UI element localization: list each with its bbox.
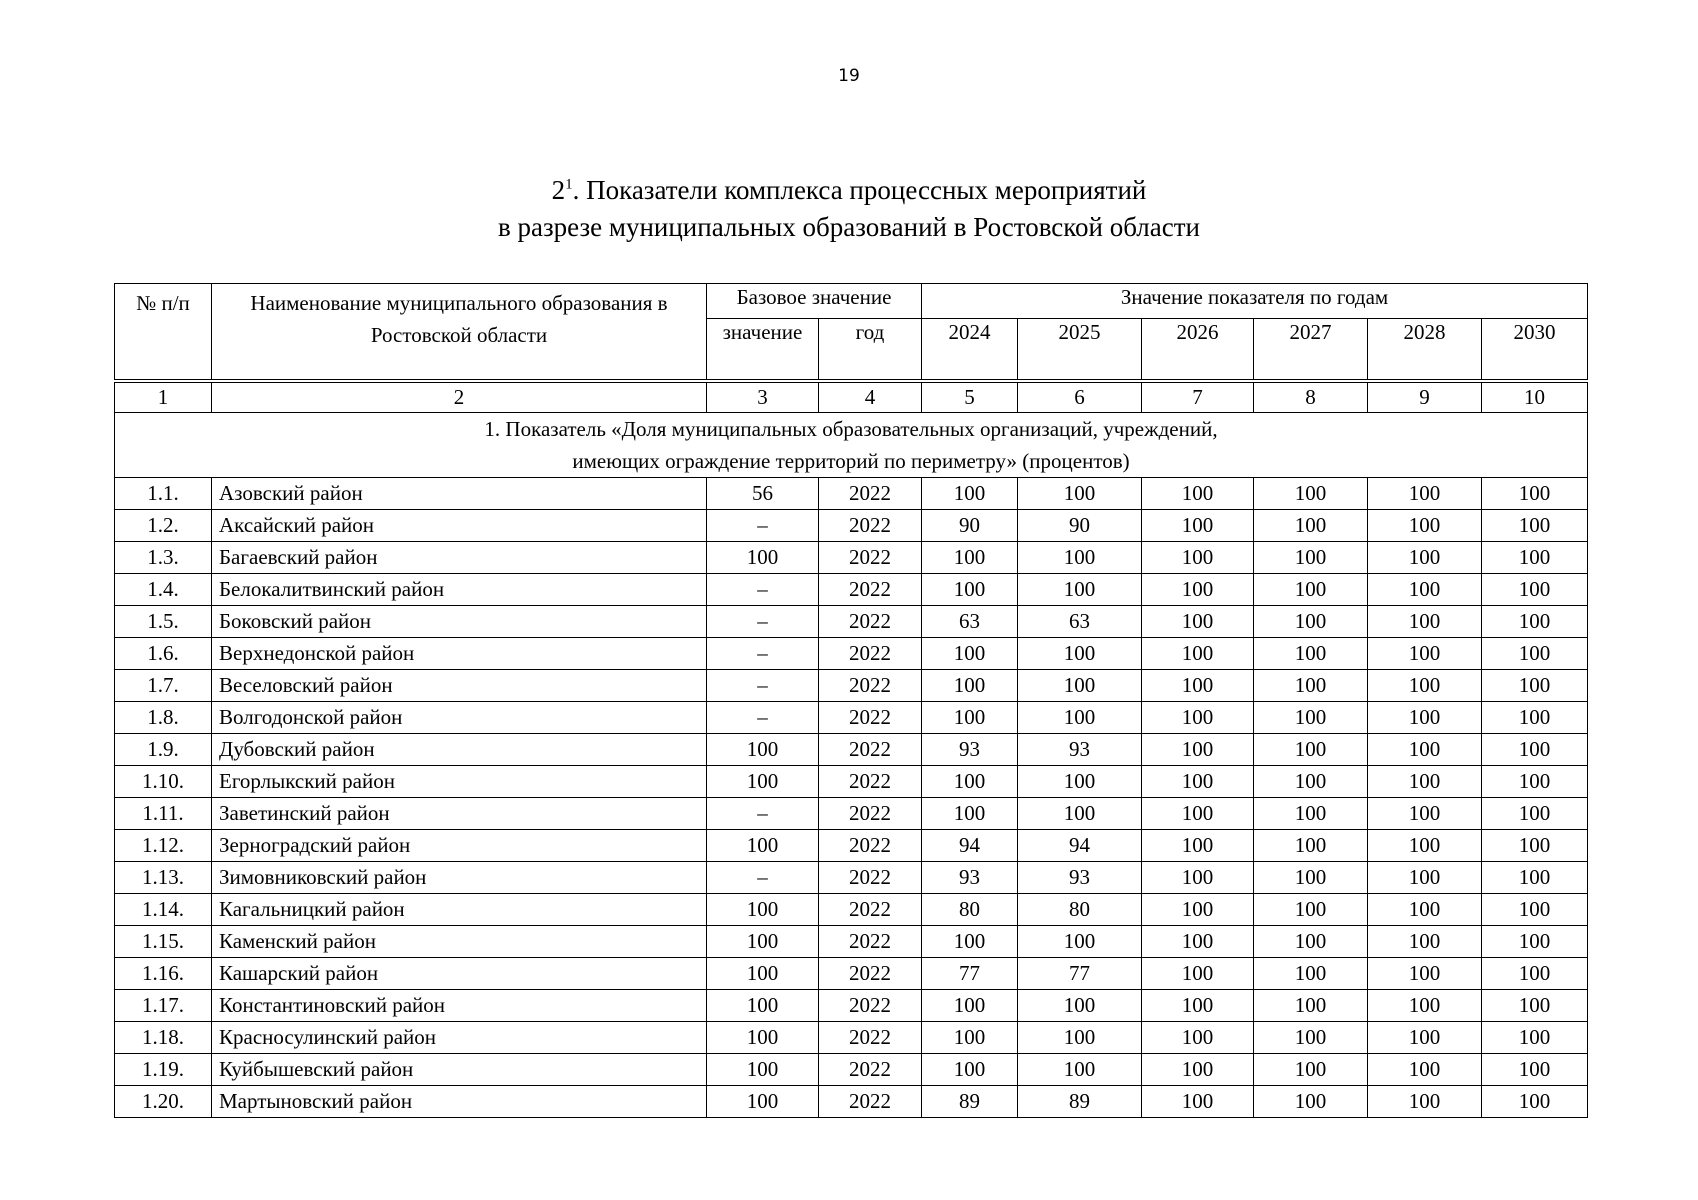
row-number: 1.16. bbox=[115, 957, 212, 989]
year-value: 100 bbox=[1368, 669, 1482, 701]
year-value: 100 bbox=[1142, 1053, 1254, 1085]
year-value: 100 bbox=[1254, 1021, 1368, 1053]
district-name: Каменский район bbox=[212, 925, 707, 957]
year-value: 100 bbox=[1482, 925, 1588, 957]
year-value: 100 bbox=[1018, 637, 1142, 669]
year-value: 100 bbox=[1254, 605, 1368, 637]
base-year: 2022 bbox=[819, 861, 922, 893]
row-number: 1.8. bbox=[115, 701, 212, 733]
district-name: Зимовниковский район bbox=[212, 861, 707, 893]
base-year: 2022 bbox=[819, 637, 922, 669]
year-value: 89 bbox=[922, 1085, 1018, 1117]
base-value: 100 bbox=[707, 829, 819, 861]
year-value: 100 bbox=[1142, 541, 1254, 573]
year-value: 100 bbox=[1142, 989, 1254, 1021]
row-number: 1.12. bbox=[115, 829, 212, 861]
year-value: 100 bbox=[1142, 605, 1254, 637]
year-value: 90 bbox=[922, 509, 1018, 541]
table-row bbox=[115, 989, 1588, 1021]
base-value: 100 bbox=[707, 733, 819, 765]
year-value: 100 bbox=[1142, 1021, 1254, 1053]
district-name: Аксайский район bbox=[212, 509, 707, 541]
base-year: 2022 bbox=[819, 957, 922, 989]
district-name: Дубовский район bbox=[212, 733, 707, 765]
section-title bbox=[115, 412, 1588, 477]
title-line-1 bbox=[0, 172, 1698, 209]
district-name: Белокалитвинский район bbox=[212, 573, 707, 605]
base-year: 2022 bbox=[819, 733, 922, 765]
year-value: 100 bbox=[1482, 861, 1588, 893]
header-year: 2024 bbox=[922, 319, 1018, 381]
district-name: Константиновский район bbox=[212, 989, 707, 1021]
row-number: 1.6. bbox=[115, 637, 212, 669]
row-number: 1.15. bbox=[115, 925, 212, 957]
row-number: 1.13. bbox=[115, 861, 212, 893]
base-value: – bbox=[707, 669, 819, 701]
year-value: 100 bbox=[1254, 797, 1368, 829]
year-value: 100 bbox=[922, 989, 1018, 1021]
year-value: 80 bbox=[922, 893, 1018, 925]
table-row bbox=[115, 957, 1588, 989]
base-year: 2022 bbox=[819, 509, 922, 541]
row-number: 1.7. bbox=[115, 669, 212, 701]
year-value: 100 bbox=[1368, 573, 1482, 605]
year-value: 100 bbox=[1254, 861, 1368, 893]
year-value: 100 bbox=[1018, 765, 1142, 797]
year-value: 100 bbox=[1018, 797, 1142, 829]
year-value: 63 bbox=[1018, 605, 1142, 637]
table-row bbox=[115, 765, 1588, 797]
base-year: 2022 bbox=[819, 1053, 922, 1085]
year-value: 100 bbox=[1142, 477, 1254, 509]
district-name: Кашарский район bbox=[212, 957, 707, 989]
base-year: 2022 bbox=[819, 989, 922, 1021]
year-value: 100 bbox=[1018, 477, 1142, 509]
district-name: Боковский район bbox=[212, 605, 707, 637]
year-value: 94 bbox=[922, 829, 1018, 861]
row-number: 1.9. bbox=[115, 733, 212, 765]
year-value: 100 bbox=[1482, 893, 1588, 925]
base-value: 100 bbox=[707, 765, 819, 797]
year-value: 100 bbox=[1142, 765, 1254, 797]
column-number: 3 bbox=[707, 381, 819, 413]
year-value: 77 bbox=[922, 957, 1018, 989]
column-number: 5 bbox=[922, 381, 1018, 413]
row-number: 1.5. bbox=[115, 605, 212, 637]
year-value: 100 bbox=[1482, 829, 1588, 861]
year-value: 100 bbox=[1142, 1085, 1254, 1117]
year-value: 100 bbox=[1142, 893, 1254, 925]
base-value: 100 bbox=[707, 989, 819, 1021]
year-value: 100 bbox=[1368, 797, 1482, 829]
table-row bbox=[115, 573, 1588, 605]
year-value: 100 bbox=[1368, 1053, 1482, 1085]
year-value: 100 bbox=[1254, 829, 1368, 861]
year-value: 90 bbox=[1018, 509, 1142, 541]
year-value: 100 bbox=[1368, 701, 1482, 733]
base-year: 2022 bbox=[819, 1021, 922, 1053]
year-value: 100 bbox=[1254, 893, 1368, 925]
year-value: 100 bbox=[1368, 541, 1482, 573]
row-number: 1.19. bbox=[115, 1053, 212, 1085]
year-value: 100 bbox=[922, 701, 1018, 733]
year-value: 100 bbox=[1254, 541, 1368, 573]
year-value: 100 bbox=[1254, 477, 1368, 509]
year-value: 100 bbox=[1142, 829, 1254, 861]
table-row bbox=[115, 829, 1588, 861]
year-value: 100 bbox=[922, 925, 1018, 957]
year-value: 100 bbox=[922, 541, 1018, 573]
year-value: 100 bbox=[1482, 509, 1588, 541]
year-value: 100 bbox=[922, 765, 1018, 797]
year-value: 100 bbox=[1368, 925, 1482, 957]
base-year: 2022 bbox=[819, 797, 922, 829]
base-year: 2022 bbox=[819, 893, 922, 925]
base-year: 2022 bbox=[819, 1085, 922, 1117]
district-name: Волгодонской район bbox=[212, 701, 707, 733]
year-value: 100 bbox=[1018, 573, 1142, 605]
base-value: – bbox=[707, 605, 819, 637]
row-number: 1.4. bbox=[115, 573, 212, 605]
year-value: 100 bbox=[1368, 733, 1482, 765]
year-value: 100 bbox=[1254, 765, 1368, 797]
table-row bbox=[115, 733, 1588, 765]
year-value: 93 bbox=[1018, 733, 1142, 765]
table-row bbox=[115, 605, 1588, 637]
year-value: 100 bbox=[1018, 1053, 1142, 1085]
header-base-value: значение bbox=[707, 319, 819, 381]
year-value: 100 bbox=[1482, 1053, 1588, 1085]
base-year: 2022 bbox=[819, 669, 922, 701]
year-value: 100 bbox=[1142, 957, 1254, 989]
base-value: – bbox=[707, 701, 819, 733]
year-value: 80 bbox=[1018, 893, 1142, 925]
header-year: 2027 bbox=[1254, 319, 1368, 381]
year-value: 100 bbox=[1368, 957, 1482, 989]
indicators-table bbox=[114, 283, 1588, 1118]
row-number: 1.14. bbox=[115, 893, 212, 925]
row-number: 1.10. bbox=[115, 765, 212, 797]
year-value: 77 bbox=[1018, 957, 1142, 989]
year-value: 100 bbox=[1142, 701, 1254, 733]
year-value: 100 bbox=[1142, 797, 1254, 829]
year-value: 100 bbox=[922, 573, 1018, 605]
column-number: 6 bbox=[1018, 381, 1142, 413]
year-value: 100 bbox=[922, 797, 1018, 829]
table-row bbox=[115, 541, 1588, 573]
year-value: 100 bbox=[1368, 861, 1482, 893]
year-value: 100 bbox=[1482, 733, 1588, 765]
year-value: 100 bbox=[1254, 573, 1368, 605]
year-value: 100 bbox=[1142, 573, 1254, 605]
table-row bbox=[115, 1053, 1588, 1085]
row-number: 1.20. bbox=[115, 1085, 212, 1117]
title-superscript: 1 bbox=[565, 176, 573, 193]
district-name: Мартыновский район bbox=[212, 1085, 707, 1117]
base-year: 2022 bbox=[819, 605, 922, 637]
table-row bbox=[115, 701, 1588, 733]
year-value: 100 bbox=[1368, 829, 1482, 861]
year-value: 100 bbox=[922, 1053, 1018, 1085]
table-row bbox=[115, 861, 1588, 893]
base-value: 100 bbox=[707, 541, 819, 573]
section-title-text: 1. Показатель «Доля муниципальных образовательных организаций, учреждений, имеющих ограждение территорий по периметру» (процентов) bbox=[484, 416, 1218, 473]
year-value: 100 bbox=[1482, 541, 1588, 573]
year-value: 100 bbox=[1482, 605, 1588, 637]
year-value: 100 bbox=[1482, 797, 1588, 829]
year-value: 100 bbox=[922, 477, 1018, 509]
base-value: 100 bbox=[707, 1053, 819, 1085]
page-number: 19 bbox=[838, 66, 860, 86]
base-value: 100 bbox=[707, 893, 819, 925]
year-value: 100 bbox=[1368, 765, 1482, 797]
row-number: 1.17. bbox=[115, 989, 212, 1021]
base-value: – bbox=[707, 797, 819, 829]
table-row bbox=[115, 669, 1588, 701]
year-value: 89 bbox=[1018, 1085, 1142, 1117]
header-year: 2030 bbox=[1482, 319, 1588, 381]
base-year: 2022 bbox=[819, 477, 922, 509]
header-year: 2028 bbox=[1368, 319, 1482, 381]
table-row bbox=[115, 477, 1588, 509]
district-name: Багаевский район bbox=[212, 541, 707, 573]
year-value: 100 bbox=[1482, 1021, 1588, 1053]
column-number: 7 bbox=[1142, 381, 1254, 413]
row-number: 1.2. bbox=[115, 509, 212, 541]
year-value: 100 bbox=[1018, 925, 1142, 957]
year-value: 100 bbox=[1018, 989, 1142, 1021]
column-number: 8 bbox=[1254, 381, 1368, 413]
year-value: 100 bbox=[1142, 637, 1254, 669]
district-name: Заветинский район bbox=[212, 797, 707, 829]
year-value: 100 bbox=[1254, 1085, 1368, 1117]
year-value: 100 bbox=[1368, 989, 1482, 1021]
year-value: 100 bbox=[1482, 637, 1588, 669]
district-name: Азовский район bbox=[212, 477, 707, 509]
header-year: 2026 bbox=[1142, 319, 1254, 381]
year-value: 100 bbox=[1142, 861, 1254, 893]
year-value: 100 bbox=[1018, 701, 1142, 733]
district-name: Кагальницкий район bbox=[212, 893, 707, 925]
base-value: – bbox=[707, 509, 819, 541]
district-name: Верхнедонской район bbox=[212, 637, 707, 669]
district-name: Куйбышевский район bbox=[212, 1053, 707, 1085]
year-value: 100 bbox=[1142, 669, 1254, 701]
year-value: 100 bbox=[1368, 509, 1482, 541]
year-value: 100 bbox=[1018, 1021, 1142, 1053]
base-value: 100 bbox=[707, 1085, 819, 1117]
column-number: 1 bbox=[115, 381, 212, 413]
base-value: – bbox=[707, 573, 819, 605]
table-row bbox=[115, 509, 1588, 541]
base-value: 56 bbox=[707, 477, 819, 509]
table-row bbox=[115, 1085, 1588, 1117]
year-value: 100 bbox=[1254, 989, 1368, 1021]
year-value: 100 bbox=[1254, 669, 1368, 701]
section-row bbox=[115, 412, 1588, 477]
table-row bbox=[115, 925, 1588, 957]
base-year: 2022 bbox=[819, 573, 922, 605]
base-year: 2022 bbox=[819, 541, 922, 573]
year-value: 100 bbox=[1018, 541, 1142, 573]
year-value: 100 bbox=[922, 637, 1018, 669]
year-value: 100 bbox=[1482, 765, 1588, 797]
column-number: 9 bbox=[1368, 381, 1482, 413]
year-value: 100 bbox=[1482, 989, 1588, 1021]
year-value: 100 bbox=[1254, 701, 1368, 733]
year-value: 100 bbox=[1254, 957, 1368, 989]
column-number: 4 bbox=[819, 381, 922, 413]
year-value: 100 bbox=[1368, 1085, 1482, 1117]
year-value: 100 bbox=[1254, 925, 1368, 957]
year-value: 100 bbox=[1482, 669, 1588, 701]
year-value: 100 bbox=[922, 1021, 1018, 1053]
header-base-year: год bbox=[819, 319, 922, 381]
year-value: 100 bbox=[1142, 925, 1254, 957]
base-year: 2022 bbox=[819, 701, 922, 733]
column-numbering-row bbox=[115, 381, 1588, 413]
year-value: 93 bbox=[1018, 861, 1142, 893]
base-value: 100 bbox=[707, 925, 819, 957]
title-line-1-text: . Показатели комплекса процессных мероприятий bbox=[572, 175, 1147, 205]
year-value: 100 bbox=[1368, 637, 1482, 669]
title-number: 2 bbox=[551, 175, 566, 205]
title-line-2: в разрезе муниципальных образований в Ростовской области bbox=[498, 212, 1200, 242]
year-value: 93 bbox=[922, 733, 1018, 765]
column-number: 10 bbox=[1482, 381, 1588, 413]
header-year: 2025 bbox=[1018, 319, 1142, 381]
year-value: 94 bbox=[1018, 829, 1142, 861]
table-row bbox=[115, 1021, 1588, 1053]
table-row bbox=[115, 637, 1588, 669]
page-title bbox=[0, 172, 1698, 246]
year-value: 100 bbox=[1254, 733, 1368, 765]
year-value: 100 bbox=[1368, 1021, 1482, 1053]
year-value: 100 bbox=[1142, 509, 1254, 541]
year-value: 100 bbox=[1142, 733, 1254, 765]
year-value: 100 bbox=[1254, 637, 1368, 669]
header-years-group: Значение показателя по годам bbox=[922, 284, 1588, 319]
district-name: Зерноградский район bbox=[212, 829, 707, 861]
year-value: 100 bbox=[1368, 605, 1482, 637]
row-number: 1.18. bbox=[115, 1021, 212, 1053]
district-name: Егорлыкский район bbox=[212, 765, 707, 797]
year-value: 100 bbox=[1482, 1085, 1588, 1117]
table-row bbox=[115, 797, 1588, 829]
header-row-1 bbox=[115, 284, 1588, 319]
year-value: 100 bbox=[1254, 509, 1368, 541]
row-number: 1.11. bbox=[115, 797, 212, 829]
year-value: 100 bbox=[1482, 477, 1588, 509]
year-value: 100 bbox=[1368, 893, 1482, 925]
year-value: 100 bbox=[1018, 669, 1142, 701]
header-name: Наименование муниципального образования в Ростовской области bbox=[212, 284, 707, 381]
base-value: 100 bbox=[707, 1021, 819, 1053]
base-value: 100 bbox=[707, 957, 819, 989]
district-name: Веселовский район bbox=[212, 669, 707, 701]
year-value: 100 bbox=[1254, 1053, 1368, 1085]
year-value: 100 bbox=[1482, 701, 1588, 733]
base-year: 2022 bbox=[819, 765, 922, 797]
year-value: 63 bbox=[922, 605, 1018, 637]
row-number: 1.3. bbox=[115, 541, 212, 573]
year-value: 93 bbox=[922, 861, 1018, 893]
base-year: 2022 bbox=[819, 829, 922, 861]
header-num: № п/п bbox=[115, 284, 212, 381]
year-value: 100 bbox=[1482, 573, 1588, 605]
base-value: – bbox=[707, 637, 819, 669]
year-value: 100 bbox=[922, 669, 1018, 701]
year-value: 100 bbox=[1368, 477, 1482, 509]
base-year: 2022 bbox=[819, 925, 922, 957]
column-number: 2 bbox=[212, 381, 707, 413]
base-value: – bbox=[707, 861, 819, 893]
year-value: 100 bbox=[1482, 957, 1588, 989]
header-base-group: Базовое значение bbox=[707, 284, 922, 319]
table-row bbox=[115, 893, 1588, 925]
row-number: 1.1. bbox=[115, 477, 212, 509]
district-name: Красносулинский район bbox=[212, 1021, 707, 1053]
